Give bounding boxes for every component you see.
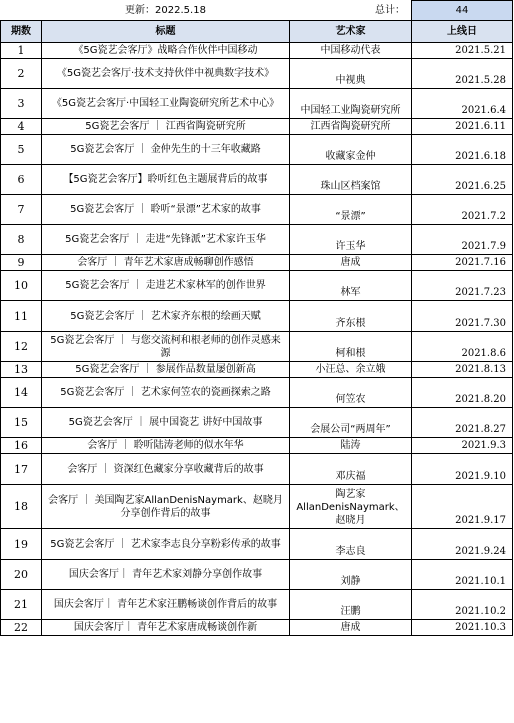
table-row (1, 119, 513, 135)
artist-cell[interactable]: 何笠农 (290, 378, 412, 408)
table-row (1, 135, 513, 165)
title-cell[interactable]: 【5G瓷艺会客厅】聆听红色主题展背后的故事 (42, 165, 290, 195)
table-row (1, 255, 513, 271)
title-cell[interactable]: 5G瓷艺会客厅 ｜ 艺术家李志良分享粉彩传承的故事 (42, 529, 290, 560)
artist-cell[interactable]: 柯和根 (290, 332, 412, 362)
title-cell[interactable]: 国庆会客厅｜ 青年艺术家汪鹏畅谈创作背后的故事 (42, 590, 290, 620)
date-cell[interactable]: 2021.10.1 (412, 560, 513, 590)
artist-cell[interactable]: 陆涛 (290, 438, 412, 454)
issue-number-cell[interactable]: 9 (1, 255, 42, 271)
title-cell[interactable]: 5G瓷艺会客厅 ｜ 走进“先锋派”艺术家许玉华 (42, 225, 290, 255)
updated-date: 更新：2022.5.18 (125, 4, 206, 16)
table-row (1, 301, 513, 332)
column-header-row (1, 21, 513, 43)
issue-number-cell[interactable]: 8 (1, 225, 42, 255)
date-cell[interactable]: 2021.9.17 (412, 485, 513, 529)
artist-cell[interactable]: 唐成 (290, 255, 412, 271)
title-cell[interactable]: 《5G瓷艺会客厅·技术支持伙伴中视典数字技术》 (42, 59, 290, 89)
total-count[interactable]: 44 (412, 1, 513, 21)
table-row (1, 225, 513, 255)
date-cell[interactable]: 2021.7.16 (412, 255, 513, 271)
artist-cell[interactable]: “景漂” (290, 195, 412, 225)
table-row (1, 485, 513, 529)
issue-number-cell[interactable]: 2 (1, 59, 42, 89)
issue-number-cell[interactable]: 20 (1, 560, 42, 590)
title-cell[interactable]: 国庆会客厅｜ 青年艺术家刘静分享创作故事 (42, 560, 290, 590)
issue-number-cell[interactable]: 5 (1, 135, 42, 165)
table-row (1, 165, 513, 195)
column-header-issue[interactable]: 期数 (1, 21, 42, 43)
table-row (1, 454, 513, 485)
summary-row (1, 1, 513, 21)
artist-cell[interactable]: 陶艺家AllanDenisNaymark、赵晓月 (290, 485, 412, 529)
artist-cell[interactable]: 江西省陶瓷研究所 (290, 119, 412, 135)
title-cell[interactable]: 5G瓷艺会客厅 ｜ 展中国瓷艺 讲好中国故事 (42, 408, 290, 438)
issue-number-cell[interactable]: 22 (1, 620, 42, 636)
date-cell[interactable]: 2021.6.18 (412, 135, 513, 165)
artist-cell[interactable]: 许玉华 (290, 225, 412, 255)
table-row (1, 43, 513, 59)
artist-cell[interactable]: 汪鹏 (290, 590, 412, 620)
date-cell[interactable]: 2021.8.13 (412, 362, 513, 378)
issue-number-cell[interactable]: 16 (1, 438, 42, 454)
spacer-cell (1, 1, 42, 21)
column-header-artist[interactable]: 艺术家 (290, 21, 412, 43)
title-cell[interactable]: 5G瓷艺会客厅 ｜ 参展作品数量屡创新高 (42, 362, 290, 378)
column-header-date[interactable]: 上线日 (412, 21, 513, 43)
date-cell[interactable]: 2021.6.4 (412, 89, 513, 119)
table-row (1, 195, 513, 225)
date-cell[interactable]: 2021.7.30 (412, 301, 513, 332)
title-cell[interactable]: 5G瓷艺会客厅 ｜ 走进艺术家林军的创作世界 (42, 271, 290, 301)
issue-number-cell[interactable]: 3 (1, 89, 42, 119)
artist-cell[interactable]: 会展公司“两周年” (290, 408, 412, 438)
table-row (1, 590, 513, 620)
title-cell[interactable]: 5G瓷艺会客厅 ｜ 艺术家齐东根的绘画天赋 (42, 301, 290, 332)
title-cell[interactable]: 5G瓷艺会客厅 ｜ 江西省陶瓷研究所 (42, 119, 290, 135)
table-row (1, 408, 513, 438)
title-cell[interactable]: 会客厅 ｜ 资深红色藏家分享收藏背后的故事 (42, 454, 290, 485)
table-row (1, 362, 513, 378)
date-cell[interactable]: 2021.5.28 (412, 59, 513, 89)
title-cell[interactable]: 国庆会客厅｜ 青年艺术家唐成畅谈创作新 (42, 620, 290, 636)
date-cell[interactable]: 2021.7.2 (412, 195, 513, 225)
issue-number-cell[interactable]: 1 (1, 43, 42, 59)
date-cell[interactable]: 2021.8.27 (412, 408, 513, 438)
date-cell[interactable]: 2021.10.3 (412, 620, 513, 636)
column-header-title[interactable]: 标题 (42, 21, 290, 43)
artist-cell[interactable]: 中国移动代表 (290, 43, 412, 59)
issue-number-cell[interactable]: 13 (1, 362, 42, 378)
total-label: 总计： (375, 4, 405, 16)
artist-cell[interactable]: 唐成 (290, 620, 412, 636)
table-row (1, 332, 513, 362)
title-cell[interactable]: 《5G瓷艺会客厅》战略合作伙伴中国移动 (42, 43, 290, 59)
artist-cell[interactable]: 珠山区档案馆 (290, 165, 412, 195)
date-cell[interactable]: 2021.7.23 (412, 271, 513, 301)
issue-number-cell[interactable]: 4 (1, 119, 42, 135)
title-cell[interactable]: 会客厅 ｜ 聆听陆涛老师的似水年华 (42, 438, 290, 454)
issue-number-cell[interactable]: 17 (1, 454, 42, 485)
issue-number-cell[interactable]: 18 (1, 485, 42, 529)
date-cell[interactable]: 2021.5.21 (412, 43, 513, 59)
issue-number-cell[interactable]: 15 (1, 408, 42, 438)
table-row (1, 560, 513, 590)
title-cell[interactable]: 《5G瓷艺会客厅·中国轻工业陶瓷研究所艺术中心》 (42, 89, 290, 119)
table-row (1, 59, 513, 89)
artist-cell[interactable]: 林军 (290, 271, 412, 301)
issue-number-cell[interactable]: 7 (1, 195, 42, 225)
issue-number-cell[interactable]: 6 (1, 165, 42, 195)
artist-cell[interactable]: 中视典 (290, 59, 412, 89)
title-cell[interactable]: 5G瓷艺会客厅 ｜ 与您交流柯和根老师的创作灵感来源 (42, 332, 290, 362)
title-cell[interactable]: 5G瓷艺会客厅 ｜ 艺术家何笠农的瓷画探索之路 (42, 378, 290, 408)
table-row (1, 529, 513, 560)
table-row (1, 378, 513, 408)
issue-number-cell[interactable]: 12 (1, 332, 42, 362)
date-cell[interactable]: 2021.6.11 (412, 119, 513, 135)
date-cell[interactable]: 2021.9.10 (412, 454, 513, 485)
table-row (1, 89, 513, 119)
title-cell[interactable]: 5G瓷艺会客厅 ｜ 聆听“景漂”艺术家的故事 (42, 195, 290, 225)
artist-cell[interactable]: 刘静 (290, 560, 412, 590)
issue-number-cell[interactable]: 11 (1, 301, 42, 332)
artist-cell[interactable]: 收藏家金仲 (290, 135, 412, 165)
artist-cell[interactable]: 邓庆福 (290, 454, 412, 485)
title-cell[interactable]: 会客厅 ｜ 青年艺术家唐成畅聊创作感悟 (42, 255, 290, 271)
table-row (1, 271, 513, 301)
artist-cell[interactable]: 李志良 (290, 529, 412, 560)
issue-number-cell[interactable]: 21 (1, 590, 42, 620)
date-cell[interactable]: 2021.8.6 (412, 332, 513, 362)
date-cell[interactable]: 2021.6.25 (412, 165, 513, 195)
table-row (1, 620, 513, 636)
artist-cell[interactable]: 齐东根 (290, 301, 412, 332)
artist-cell[interactable]: 小汪总、余立娥 (290, 362, 412, 378)
date-cell[interactable]: 2021.9.24 (412, 529, 513, 560)
date-cell[interactable]: 2021.9.3 (412, 438, 513, 454)
artist-cell[interactable]: 中国轻工业陶瓷研究所 (290, 89, 412, 119)
issue-number-cell[interactable]: 10 (1, 271, 42, 301)
date-cell[interactable]: 2021.10.2 (412, 590, 513, 620)
title-cell[interactable]: 5G瓷艺会客厅 ｜ 金仲先生的十三年收藏路 (42, 135, 290, 165)
date-cell[interactable]: 2021.8.20 (412, 378, 513, 408)
title-cell[interactable]: 会客厅 ｜ 美国陶艺家AllanDenisNaymark、赵晓月分享创作背后的故事 (42, 485, 290, 529)
date-cell[interactable]: 2021.7.9 (412, 225, 513, 255)
issue-number-cell[interactable]: 14 (1, 378, 42, 408)
table-row (1, 438, 513, 454)
issue-number-cell[interactable]: 19 (1, 529, 42, 560)
